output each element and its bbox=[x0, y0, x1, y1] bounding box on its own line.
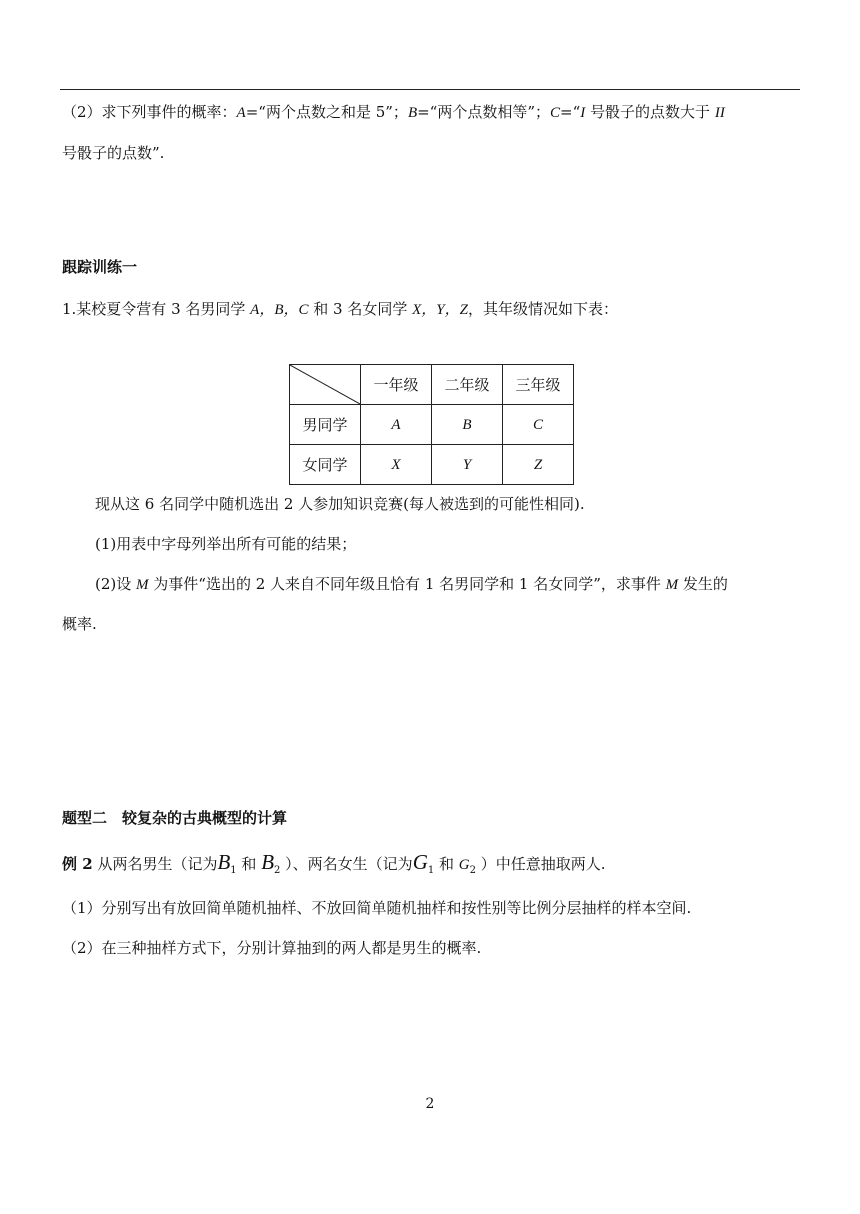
table-cell bbox=[361, 445, 432, 485]
cell-value: Z bbox=[533, 457, 543, 473]
tracking-q2-line1 bbox=[95, 574, 728, 595]
cell-value: C bbox=[532, 417, 543, 433]
table-cell bbox=[432, 445, 503, 485]
g2-subscript: 2 bbox=[469, 865, 476, 876]
tracking-question bbox=[62, 299, 618, 320]
example2-part1: （1）分别写出有放回简单随机抽样、不放回简单随机抽样和按性别等比例分层抽样的样本空间. bbox=[62, 899, 692, 917]
and-text: 和 bbox=[236, 855, 262, 873]
header-grade-1: 一年级 bbox=[361, 365, 432, 405]
event-a-letter: A bbox=[236, 105, 246, 121]
row-label-male: 男同学 bbox=[290, 405, 361, 445]
example-label: 例 2 bbox=[62, 855, 93, 873]
grade-table bbox=[289, 364, 574, 485]
example-text-b: ）、两名女生（记为 bbox=[280, 855, 413, 873]
table-header-row bbox=[290, 365, 574, 405]
header-grade-2: 二年级 bbox=[432, 365, 503, 405]
event-b-text: =“两个点数相等”； bbox=[417, 103, 551, 121]
problem2-part2-line1 bbox=[62, 102, 725, 123]
b1-subscript: 1 bbox=[230, 865, 237, 876]
table-cell bbox=[503, 445, 574, 485]
cell-value: A bbox=[391, 417, 401, 433]
example-text-a: 从两名男生（记为 bbox=[92, 855, 218, 873]
tracking-q1: (1)用表中字母列举出所有可能的结果； bbox=[95, 535, 357, 553]
table-cell bbox=[361, 405, 432, 445]
example2-part2: （2）在三种抽样方式下，分别计算抽到的两人都是男生的概率. bbox=[62, 939, 482, 957]
part2-text: （2）求下列事件的概率： bbox=[62, 103, 237, 121]
g2-symbol: G bbox=[458, 857, 470, 873]
b1-symbol: B bbox=[217, 850, 231, 874]
tracking-heading: 跟踪训练一 bbox=[62, 258, 138, 276]
event-b-letter: B bbox=[407, 105, 418, 121]
event-m-letter: M bbox=[665, 577, 679, 593]
question-prefix: 1.某校夏令营有 3 名男同学 bbox=[62, 300, 251, 318]
problem2-part2-line2: 号骰子的点数”. bbox=[62, 144, 165, 162]
q2-text-c: 发生的 bbox=[678, 575, 728, 593]
b2-symbol: B bbox=[261, 850, 275, 874]
event-c-letter: C bbox=[550, 105, 561, 121]
g1-symbol: G bbox=[412, 850, 428, 874]
example2-line bbox=[62, 849, 606, 884]
male-letters: A，B，C bbox=[250, 302, 309, 318]
question-suffix: ，其年级情况如下表： bbox=[468, 300, 619, 318]
example-text-c: ）中任意抽取两人. bbox=[476, 855, 606, 873]
diagonal-line bbox=[290, 365, 360, 404]
header-rule bbox=[60, 89, 800, 90]
female-letters: X，Y，Z bbox=[412, 302, 468, 318]
cell-value: Y bbox=[462, 457, 472, 473]
tracking-q2-line2: 概率. bbox=[62, 615, 97, 633]
row-label-female: 女同学 bbox=[290, 445, 361, 485]
table-row-male bbox=[290, 405, 574, 445]
b2-subscript: 2 bbox=[274, 865, 281, 876]
q2-text-b: 为事件“选出的 2 人来自不同年级且恰有 1 名男同学和 1 名女同学”，求事件 bbox=[148, 575, 666, 593]
event-m-letter: M bbox=[136, 577, 149, 593]
cell-value: B bbox=[462, 417, 472, 433]
g1-subscript: 1 bbox=[427, 865, 435, 876]
diagonal-cell bbox=[290, 365, 361, 405]
event-c-text2: 号骰子的点数大于 bbox=[585, 103, 715, 121]
and-text: 和 bbox=[434, 855, 459, 873]
table-row-female bbox=[290, 445, 574, 485]
tracking-intro: 现从这 6 名同学中随机选出 2 人参加知识竞赛(每人被选到的可能性相同). bbox=[95, 495, 585, 513]
q2-text-a: (2)设 bbox=[95, 575, 137, 593]
table-cell bbox=[432, 405, 503, 445]
die-two-label: II bbox=[714, 105, 725, 121]
die-one-label: I bbox=[580, 105, 586, 121]
event-a-text: =“两个点数之和是 5”； bbox=[245, 103, 408, 121]
question-mid: 和 3 名女同学 bbox=[308, 300, 413, 318]
event-c-text: =“ bbox=[560, 103, 581, 121]
type2-heading: 题型二 较复杂的古典概型的计算 bbox=[62, 809, 288, 827]
header-grade-3: 三年级 bbox=[503, 365, 574, 405]
table-cell bbox=[503, 405, 574, 445]
page-number: 2 bbox=[425, 1096, 435, 1112]
cell-value: X bbox=[391, 457, 401, 473]
